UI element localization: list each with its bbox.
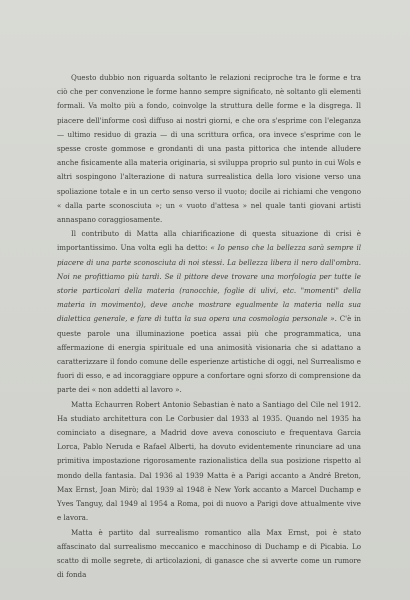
paragraph-4: [57, 526, 361, 583]
paragraph-4-text: Matta è partito dal surrealismo romantico alla Max Ernst, poi è stato affascinato dal surrealismo meccanico e macchinoso di Duchamp e di Picabia. Lo scatto di molle segrete, di articolazioni, di ganasce che si avverte come un rumore di fonda: [57, 527, 361, 580]
paragraph-3-text: Matta Echaurren Robert Antonio Sebastian è nato a Santiago del Cile nel 1912. Ha studiato architettura con Le Corbusier dal 1933 al 1935. Quando nel 1935 ha cominciato a disegnare, a Madrid dove aveva conosciuto e frequentava Garcia Lorca, Pablo Neruda e Rafael Alberti, ha dovuto evidentemente rinunciare ad una primitiva impostazione rigorosamente razionalistica della sua posizione rispetto al mondo della fantasia. Dal 1936 al 1939 Matta è a Parigi accanto a André Breton, Max Ernst, Joan Mirò; dal 1939 al 1948 è New York accanto a Marcel Duchamp e Yves Tanguy, dal 1949 al 1954 a Roma, poi di nuovo a Parigi dove attualmente vive e lavora.: [57, 399, 361, 523]
paragraph-2-quote: « Io penso che la bellezza sarà sempre il piacere di una parte sconosciuta di noi stessi. La bellezza libera il nero dall'ombra. Noi ne profittiamo più tardi. Se il pittore deve trovare una morfologia per tutte le storie particolari della materia (ranocchie, foglie di ulivi, etc. "momenti" della materia in movimento), deve anche mostrare egualmente la materia nella sua dialettica generale, e fare di tutta la sua opera una cosmologia personale ».: [57, 243, 361, 324]
paragraph-2: [57, 227, 361, 397]
paragraph-1-text: Questo dubbio non riguarda soltanto le relazioni reciproche tra le forme e tra ciò che per convenzione le forme hanno sempre significato, nè soltanto gli elementi formali. Va molto più a fondo, coinvolge la struttura delle forme e la disgrega. Il piacere dell'informe così diffuso ai nostri giorni, e che ora s'esprime con l'eleganza — ultimo residuo di grazia — di una scrittura orfica, ora invece s'esprime con le spesse croste gommose e grondanti di una pasta pittorica che intende alludere anche fisicamente alla materia originaria, si sviluppa proprio sul punto in cui Wols e altri sospingono l'alterazione di natura surrealistica della loro visione verso una spoliazione totale e in un certo senso verso il vuoto; docile ai richiami che vengono « dalla parte sconosciuta »; un « vuoto d'attesa » nel quale tanti giovani artisti annaspano coraggiosamente.: [57, 73, 361, 225]
paragraph-3: [57, 398, 361, 526]
paragraph-2-intro: Il contributo di Matta alla chiarificazione di questa situazione di crisi è importantissimo. Una volta egli ha detto:: [57, 229, 361, 253]
paragraph-1: [57, 71, 361, 227]
body-text: [57, 71, 361, 582]
paragraph-2-commentary: C'è in queste parole una illuminazione poetica assai più che programmatica, una affermazione di energia spirituale ed una animosità visionaria che si adattano a caratterizzare il fondo comune delle esperienze artistiche di oggi, nel Surrealismo e fuori di esso, e ad incoraggiare oppure a confortare ogni sforzo di comprensione da parte dei « non addetti al lavoro ».: [57, 314, 361, 395]
